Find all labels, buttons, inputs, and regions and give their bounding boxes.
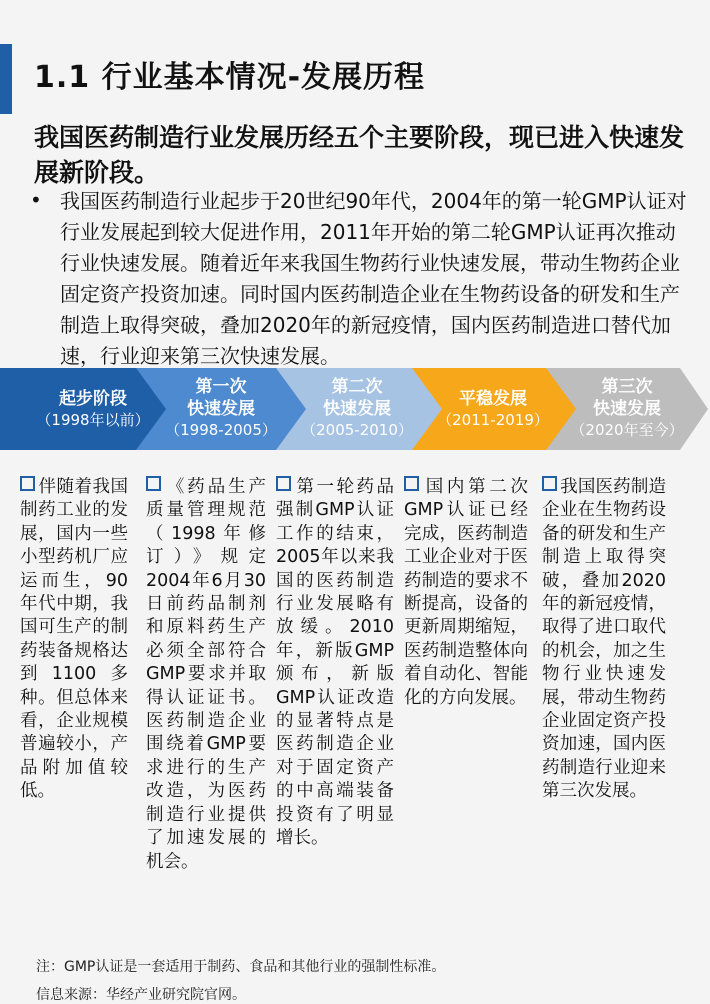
page-subtitle: 我国医药制造行业发展历经五个主要阶段，现已进入快速发展新阶段。 [34, 123, 685, 187]
phase-5-line1: 第三次 [601, 377, 653, 397]
phase-5-text: 我国医药制造企业在生物药设备的研发和生产制造上取得突破，叠加2020年的新冠疫情，取得了进口取代的机会，加之生物行业快速发展，带动生物药企业固定资产投资加速，国内医药制造行业迎来第三次发展。 [542, 477, 666, 802]
phase-4-name: 平稳发展 [459, 389, 527, 409]
phase-2-line2: 快速发展 [187, 399, 255, 419]
phase-4-label [428, 388, 558, 430]
source-note: 信息来源：华经产业研究院官网。 [36, 987, 246, 1003]
phase-2-label [156, 376, 286, 440]
bullet-icon: • [30, 188, 42, 212]
phase-3-text: 第一轮药品强制GMP认证工作的结束，2005年以来我国的医药制造行业发展略有放缓。2010年，新版GMP颁布，新版GMP认证改造的显著特点是医药制造企业对于固定资产的中高端装备投资有了明显增长。 [276, 477, 394, 849]
phase-5-years: （2020年至今） [570, 421, 684, 439]
checkbox-square-icon [146, 476, 161, 491]
phase-1-description [20, 476, 128, 804]
title-accent-bar [0, 44, 12, 114]
phase-1-label [28, 388, 158, 430]
checkbox-square-icon [404, 476, 419, 491]
phase-3-description [276, 476, 394, 851]
phase-3-line1: 第二次 [331, 377, 383, 397]
phase-4-description [404, 476, 528, 710]
footnote: 注：GMP认证是一套适用于制药、食品和其他行业的强制性标准。 [36, 959, 446, 975]
phase-5-description [542, 476, 666, 804]
phase-2-line1: 第一次 [195, 377, 247, 397]
intro-paragraph: 我国医药制造行业起步于20世纪90年代，2004年的第一轮GMP认证对行业发展起到较大促进作用，2011年开始的第二轮GMP认证再次推动行业快速发展。随着近年来我国生物药行业快速发展，带动生物药企业固定资产投资加速。同时国内医药制造企业在生物药设备的研发和生产制造上取得突破，叠加2020年的新冠疫情，国内医药制造进口替代加速，行业迎来第三次快速发展。 [60, 189, 687, 368]
phase-2-text: 《药品生产质量管理规范（1998年修订）》规定2004年6月30日前药品制剂和原料药生产必须全部符合GMP要求并取得认证证书。医药制造企业围绕着GMP要求进行的生产改造，为医药制造行业提供了加速发展的机会。 [146, 477, 266, 872]
timeline [0, 368, 710, 450]
phase-2-years: （1998-2005） [165, 421, 277, 439]
phase-3-years: （2005-2010） [301, 421, 413, 439]
phase-2-description [146, 476, 266, 874]
checkbox-square-icon [276, 476, 291, 491]
phase-4-years: （2011-2019） [437, 411, 549, 429]
phase-4-text: 国内第二次GMP认证已经完成，医药制造工业企业对于医药制造的要求不断提高，设备的更新周期缩短，医药制造整体向着自动化、智能化的方向发展。 [404, 477, 528, 708]
phase-1-name: 起步阶段 [59, 389, 127, 409]
phase-1-text: 伴随着我国制药工业的发展，国内一些小型药机厂应运而生，90年代中期，我国可生产的制药装备规格达到1100多种。但总体来看，企业规模普遍较小，产品附加值较低。 [20, 477, 128, 802]
phase-3-label [292, 376, 422, 440]
phase-5-label [562, 376, 692, 440]
checkbox-square-icon [20, 476, 35, 491]
phase-3-line2: 快速发展 [323, 399, 391, 419]
phase-5-line2: 快速发展 [593, 399, 661, 419]
page-title: 1.1 行业基本情况-发展历程 [34, 60, 426, 95]
phase-1-years: （1998年以前） [36, 411, 150, 429]
checkbox-square-icon [542, 476, 557, 491]
